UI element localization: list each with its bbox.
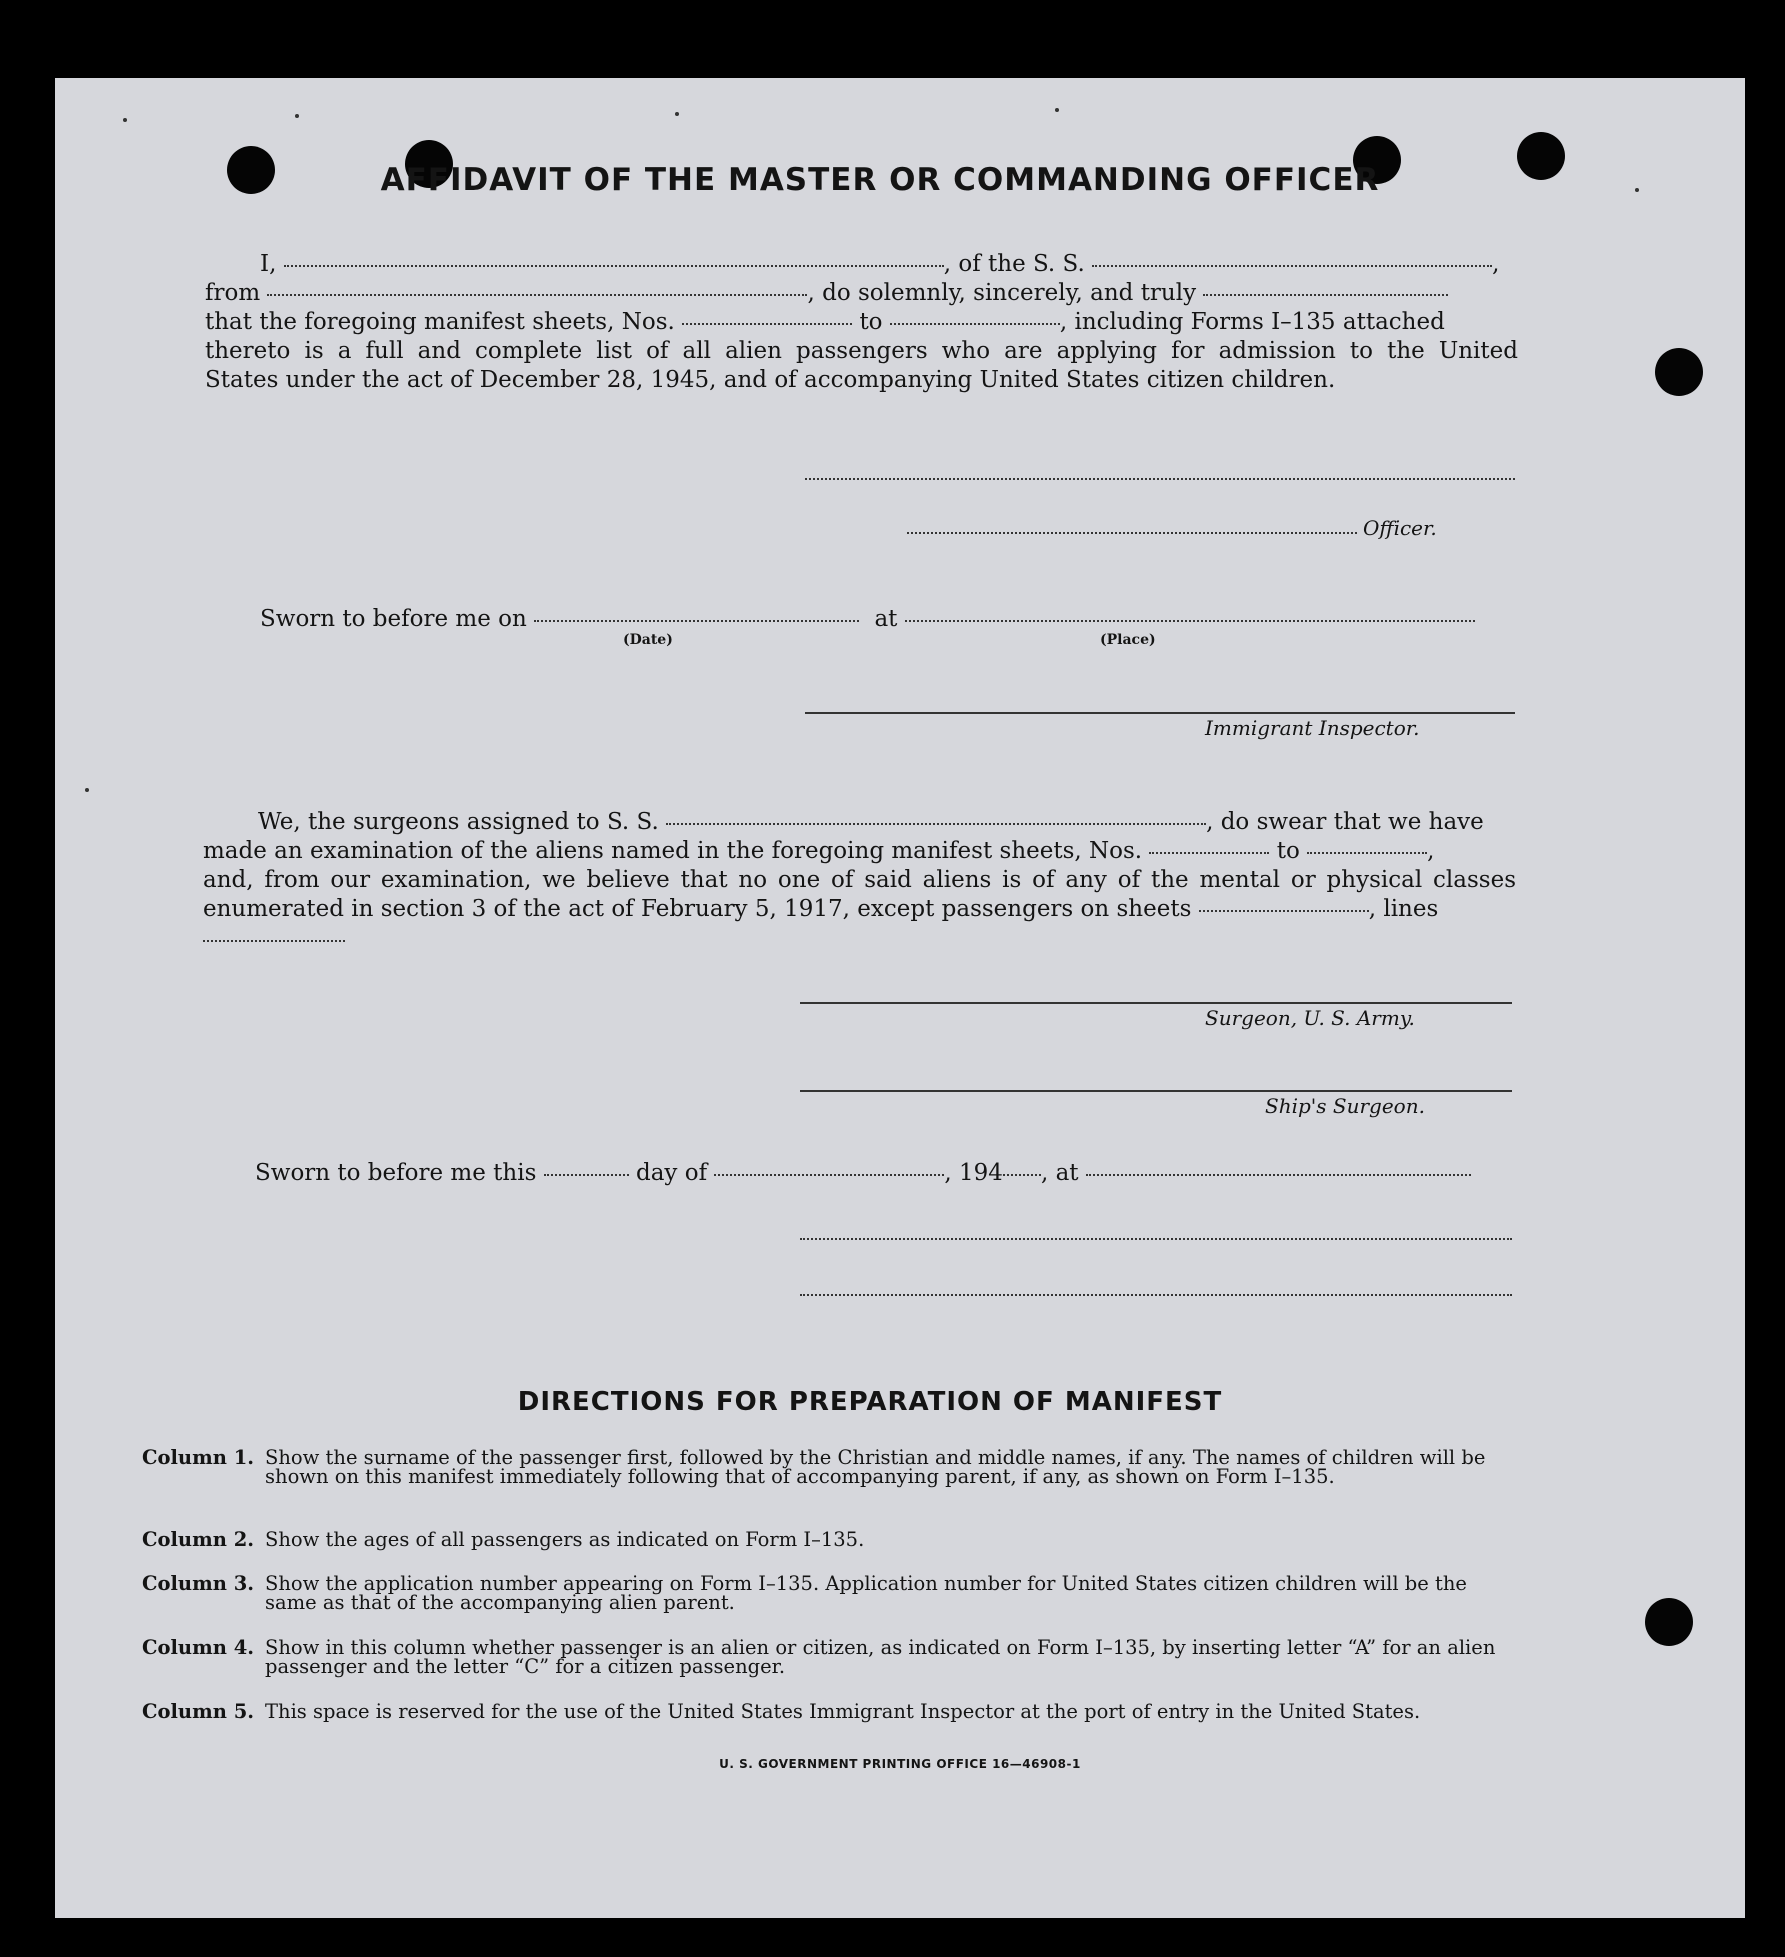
sworn2-label: Sworn to before me this [255,1160,537,1186]
sheet-to-field[interactable] [890,323,1060,325]
surgeon-ship-field[interactable] [666,823,1206,825]
surgeons-text: , [1427,838,1435,864]
direction-item-3 [142,1574,1505,1612]
sworn-place-field[interactable] [905,620,1475,622]
master-name-field[interactable] [284,265,944,267]
speck [295,114,299,118]
affidavit-text: , do solemnly, sincerely, and truly [807,280,1197,306]
army-surgeon-signature-line[interactable] [800,1002,1512,1004]
form-page [55,78,1745,1918]
year-field[interactable] [1003,1174,1041,1176]
officer-signature-line[interactable] [907,532,1357,534]
sheet-from-field[interactable] [682,323,852,325]
sworn-line-1 [260,605,1475,634]
surgeons-line-3: and, from our examination, we believe that no one of said aliens is of any of the mental or physical classes [203,867,1516,893]
inspector-caption: Immigrant Inspector. [1205,716,1420,740]
direction-item-1 [142,1448,1505,1486]
surgeons-line-4 [203,895,1516,924]
punch-hole [1645,1598,1693,1646]
except-sheets-field[interactable] [1199,910,1369,912]
surgeons-text: , lines [1368,896,1439,922]
surgeons-text: made an examination of the aliens named in the foregoing manifest sheets, Nos. [203,838,1143,864]
surgeons-text: enumerated in section 3 of the act of February 5, 1917, except passengers on sheets [203,896,1192,922]
sworn2-signature-line-1[interactable] [800,1238,1512,1240]
surgeon-sheet-to-field[interactable] [1307,852,1427,854]
direction-item-5 [142,1702,1505,1721]
affidavit-text: from [205,280,261,306]
direction-col: Column 3. [142,1572,255,1595]
sworn2-year: , 194 [944,1160,1003,1186]
speck [85,788,89,792]
sworn-at: at [874,606,898,632]
affidavit-text: , of the S. S. [943,251,1085,277]
direction-col: Column 2. [142,1528,255,1551]
direction-item-4 [142,1638,1505,1676]
direction-text: Show the surname of the passenger first, followed by the Christian and middle names, if any. The names of children will be shown on this manifest immediately following that of accompanying parent, if any, as shown on Form I–135. [265,1446,1486,1488]
direction-text: Show the ages of all passengers as indicated on Form I–135. [265,1528,865,1551]
place-caption: (Place) [1100,632,1156,648]
from-port-field[interactable] [267,294,807,296]
ship-name-field[interactable] [1092,265,1492,267]
affidavit-text: to [859,309,883,335]
surgeons-text: to [1276,838,1300,864]
affidavit-text: , [1492,251,1500,277]
punch-hole [1655,348,1703,396]
affidavit-text: I, [260,251,277,277]
affidavit-line-4: thereto is a full and complete list of all alien passengers who are applying for admission to the United [205,338,1518,364]
surgeon-sheet-from-field[interactable] [1149,852,1269,854]
affidavit-line-3 [205,308,1518,337]
surgeons-text: , do swear that we have [1206,809,1484,835]
ship-surgeon-caption: Ship's Surgeon. [1265,1094,1425,1118]
sworn-date-field[interactable] [534,620,859,622]
speck [675,112,679,116]
affidavit-text: , including Forms I–135 attached [1059,309,1445,335]
direction-text: This space is reserved for the use of the United States Immigrant Inspector at the port of entry in the United States. [265,1700,1421,1723]
affidavit-line-1 [205,250,1518,279]
sworn2-signature-line-2[interactable] [800,1294,1512,1296]
affidavit-line-2 [205,279,1518,308]
direction-text: Show in this column whether passenger is an alien or citizen, as indicated on Form I–135, by inserting letter “A” for an alien passenger and the letter “C” for a citizen passenger. [265,1636,1496,1678]
army-surgeon-caption: Surgeon, U. S. Army. [1205,1006,1415,1030]
sworn2-place-field[interactable] [1086,1174,1471,1176]
affidavit-line-5: States under the act of December 28, 1945, and of accompanying United States citizen children. [205,367,1336,393]
surgeons-line-2 [203,837,1516,866]
month-field[interactable] [714,1174,944,1176]
ship-surgeon-signature-line[interactable] [800,1090,1512,1092]
direction-item-2 [142,1530,1505,1549]
inspector-signature-line[interactable] [805,712,1515,714]
sworn-label: Sworn to before me on [260,606,527,632]
master-signature-line[interactable] [805,478,1515,480]
officer-caption: Officer. [1363,516,1437,540]
affidavit-text: that the foregoing manifest sheets, Nos. [205,309,675,335]
surgeons-text: We, the surgeons assigned to S. S. [258,809,659,835]
speck [123,118,127,122]
printing-office-footer: U. S. GOVERNMENT PRINTING OFFICE 16—46908-1 [719,1757,1081,1771]
affidavit-title: AFFIDAVIT OF THE MASTER OR COMMANDING OFFICER [380,162,1380,198]
direction-col: Column 4. [142,1636,255,1659]
sworn2-day-of: day of [636,1160,708,1186]
date-caption: (Date) [623,632,673,648]
oath-field[interactable] [1203,294,1448,296]
surgeons-line-1 [203,808,1516,837]
day-field[interactable] [544,1174,629,1176]
lines-field[interactable] [203,940,345,942]
direction-col: Column 5. [142,1700,255,1723]
direction-text: Show the application number appearing on Form I–135. Application number for United States citizen children will be the same as that of the accompanying alien parent. [265,1572,1467,1614]
directions-title: DIRECTIONS FOR PREPARATION OF MANIFEST [517,1387,1223,1417]
sworn-line-2 [255,1159,1471,1188]
direction-col: Column 1. [142,1446,255,1469]
sworn2-at: , at [1040,1160,1079,1186]
speck [1055,108,1059,112]
